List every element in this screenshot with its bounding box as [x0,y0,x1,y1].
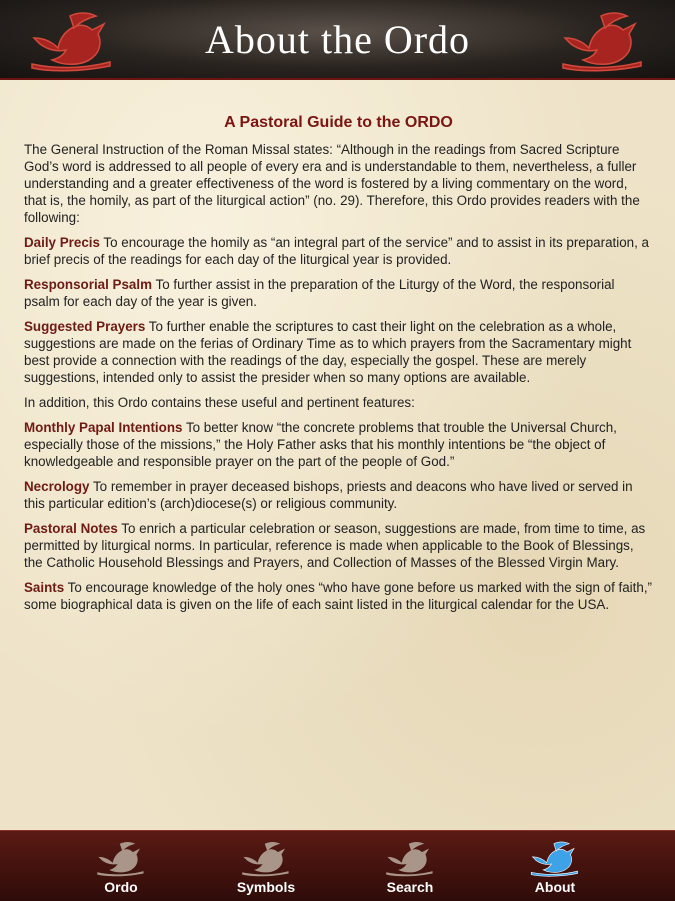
dove-icon [528,839,582,877]
tab-search[interactable] [355,831,465,901]
dove-icon [383,839,437,877]
feature-term: Monthly Papal Intentions [24,420,183,435]
tab-label: Search [386,879,434,895]
dove-icon [239,839,293,877]
tab-label: About [534,879,576,895]
feature-text: To encourage knowledge of the holy ones “who have gone before us marked with the sign of faith,” some biographical data is given on the life of each saint listed in the liturgical calendar for the USA. [24,580,653,612]
addition-paragraph: In addition, this Ordo contains these useful and pertinent features: [24,395,415,410]
feature-term: Saints [24,580,65,595]
section-term: Responsorial Psalm [24,277,153,292]
section-term: Suggested Prayers [24,319,146,334]
feature-text: To enrich a particular celebration or season, suggestions are made, from time to time, as permitted by liturgical norms. In particular, reference is made when applicable to the Book of Blessings, the Catholic Household Blessings and Prayers, and Collection of Masses of the Blessed Virgin Mary. [24,521,646,570]
section-text: To encourage the homily as “an integral part of the service” and to assist in its preparation, a brief precis of the readings for each day of the liturgical year is provided. [24,235,650,267]
tab-symbols[interactable] [211,831,321,901]
header-bar [0,0,675,80]
feature-papal-intentions [24,419,653,470]
section-term: Daily Precis [24,235,100,250]
tab-ordo[interactable] [66,831,176,901]
about-content [0,80,675,830]
intro-paragraph: The General Instruction of the Roman Missal states: “Although in the readings from Sacred Scripture God’s word is addressed to all people of every era and is understandable to them, nevertheless, a fuller understanding and a greater effectiveness of the word is fostered by a living commentary on the word, that is, the homily, as part of the liturgical action” (no. 29). Therefore, this Ordo provides readers with the following: [24,142,640,225]
section-daily-precis [24,234,653,268]
feature-saints [24,579,653,613]
feature-term: Necrology [24,479,90,494]
section-text: To further enable the scriptures to cast their light on the celebration as a whole, suggestions are made on the ferias of Ordinary Time as to which prayers from the Sacramentary might best provide a connection with the readings of the day, especially the gospel. These are merely suggestions, intended only to assist the presider when so many options are available. [24,319,632,385]
tab-label: Symbols [236,879,296,895]
dove-logo-icon [561,8,645,72]
page-title: About the Ordo [204,17,471,62]
section-suggested-prayers [24,318,653,386]
tab-about[interactable] [500,831,610,901]
feature-text: To better know “the concrete problems that trouble the Universal Church, especially those of the missions,” the Holy Father asks that his monthly intentions be “the object of knowledgeable and responsible prayer on the part of the people of God.” [24,420,617,469]
section-text: To further assist in the preparation of the Liturgy of the Word, the responsorial psalm for each day of the year is given. [24,277,615,309]
tab-bar [0,830,675,901]
content-heading: A Pastoral Guide to the ORDO [224,114,453,131]
feature-term: Pastoral Notes [24,521,118,536]
section-responsorial-psalm [24,276,653,310]
dove-icon [94,839,148,877]
feature-text: To remember in prayer deceased bishops, priests and deacons who have lived or served in this particular edition’s (arch)diocese(s) or religious community. [24,479,633,511]
feature-pastoral-notes [24,520,653,571]
feature-necrology [24,478,653,512]
tab-label: Ordo [104,879,138,895]
